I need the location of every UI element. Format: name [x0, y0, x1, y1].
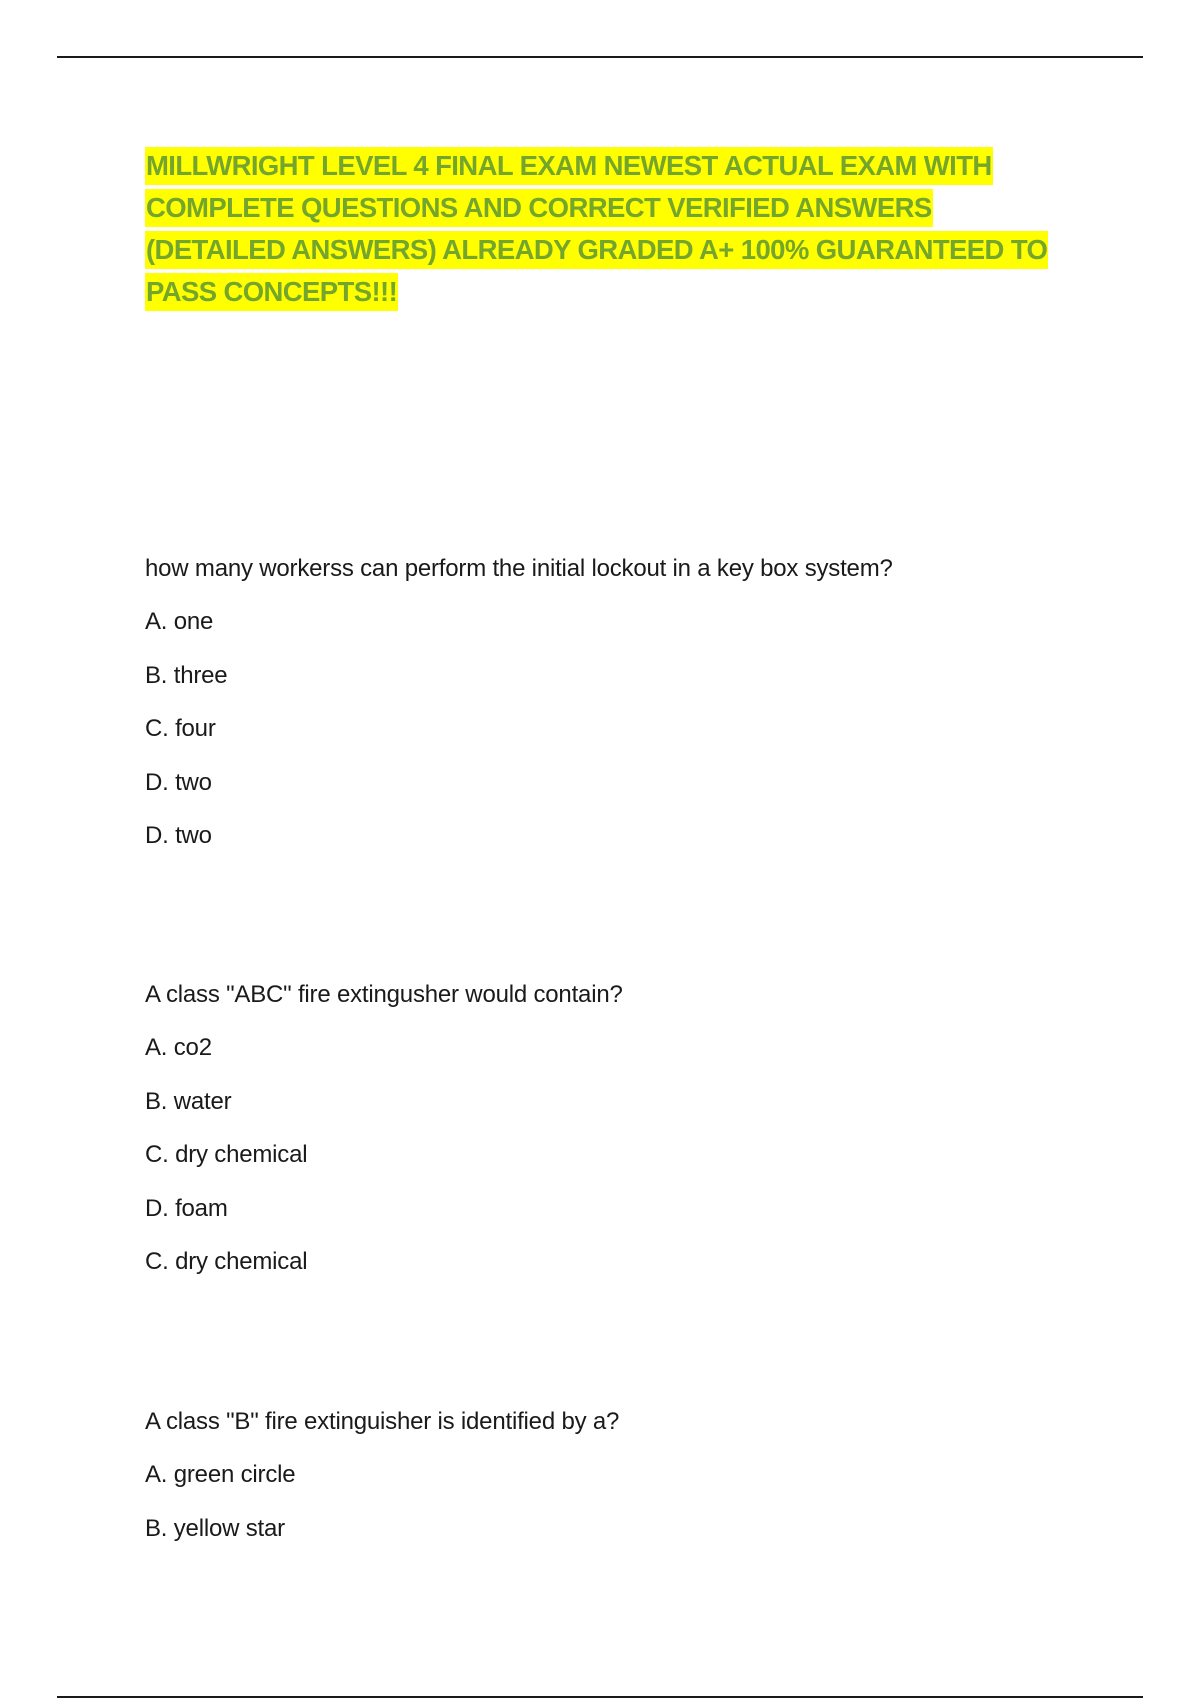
document-title: [145, 145, 1065, 313]
title-line: COMPLETE QUESTIONS AND CORRECT VERIFIED ANSWERS: [145, 187, 1065, 229]
answer-option: B. yellow star: [145, 1514, 285, 1542]
correct-answer: D. two: [145, 822, 212, 849]
question-text: A class "B" fire extinguisher is identified by a?: [145, 1408, 620, 1435]
top-rule: [57, 56, 1143, 58]
title-line: (DETAILED ANSWERS) ALREADY GRADED A+ 100% GUARANTEED TO: [145, 229, 1065, 271]
question-text: how many workerss can perform the initial lockout in a key box system?: [145, 555, 893, 582]
answer-option: A. green circle: [145, 1461, 296, 1488]
title-line: MILLWRIGHT LEVEL 4 FINAL EXAM NEWEST ACTUAL EXAM WITH: [145, 145, 1065, 187]
answer-option: D. foam: [145, 1194, 228, 1222]
answer-option: B. water: [145, 1087, 232, 1115]
title-line: PASS CONCEPTS!!!: [145, 271, 1065, 313]
correct-answer: C. dry chemical: [145, 1248, 308, 1275]
question-block-1: [145, 554, 1145, 875]
answer-option: C. dry chemical: [145, 1141, 308, 1168]
answer-option: B. three: [145, 661, 228, 689]
answer-option: A. one: [145, 608, 214, 635]
answer-option: A. co2: [145, 1034, 212, 1061]
question-text: A class "ABC" fire extingusher would contain?: [145, 981, 623, 1008]
question-block-3: [145, 1407, 1145, 1567]
answer-option: D. two: [145, 768, 212, 796]
bottom-rule: [57, 1696, 1143, 1698]
answer-option: C. four: [145, 715, 216, 742]
question-block-2: [145, 980, 1145, 1301]
